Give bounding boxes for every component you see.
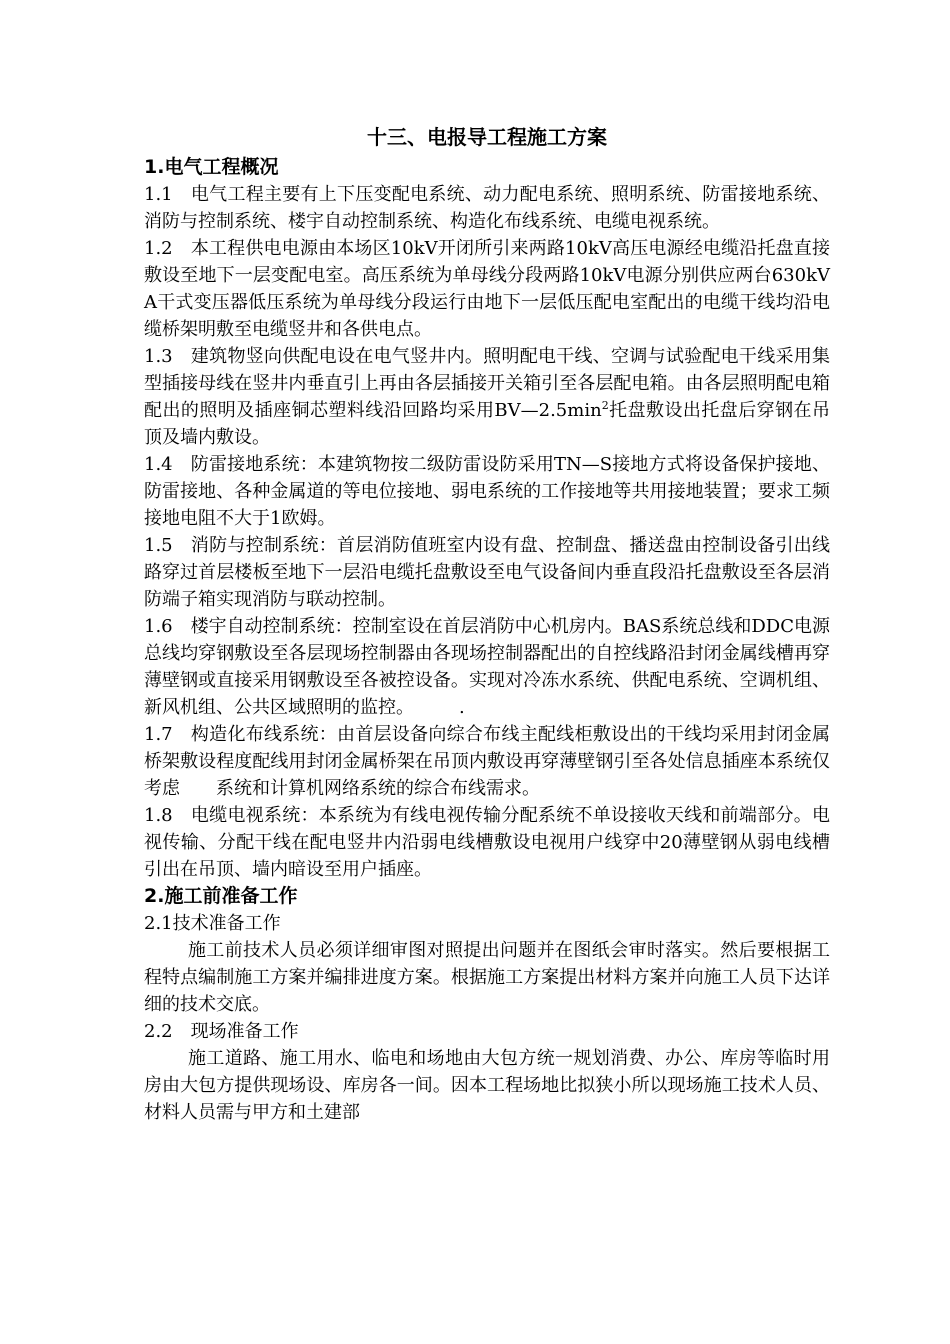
item-text-cont: 托盘敷设出托盘后穿钢在吊顶及墙内敷设。 [144, 400, 830, 448]
item-text: 构造化布线系统：由首层设备向综合布线主配线柜敷设出的干线均采用封闭金属桥架敷设程度配线用封闭金属桥架在吊顶内敷设再穿薄壁钢引至各处信息插座本系统仅考虑 系统和计算机网络系统的综合布线需求。 [144, 724, 830, 799]
section-heading-2: 2.施工前准备工作 [144, 885, 298, 907]
paragraph-1-3 [144, 343, 830, 451]
paragraph-1-7 [144, 721, 830, 802]
item-number: 1.2 [144, 238, 173, 259]
subsection-label-2-1: 2.1技术准备工作 [144, 913, 281, 934]
item-number: 1.5 [144, 535, 173, 556]
item-number: 1.3 [144, 346, 173, 367]
paragraph-1-5 [144, 532, 830, 613]
item-number: 1.4 [144, 454, 173, 475]
item-number: 1.8 [144, 805, 173, 826]
paragraph-1-1 [144, 181, 830, 235]
paragraph-1-4 [144, 451, 830, 532]
item-text: 本工程供电电源由本场区10kV开闭所引来两路10kV高压电源经电缆沿托盘直接敷设至地下一层变配电室。高压系统为单母线分段两路10kV电源分别供应两台630kVA干式变压器低压系统为单母线分段运行由地下一层低压配电室配出的电缆干线均沿电缆桥架明敷至电缆竖井和各供电点。 [144, 238, 830, 340]
section-heading-1: 1.电气工程概况 [144, 156, 279, 178]
item-text: 消防与控制系统：首层消防值班室内设有盘、控制盘、播送盘由控制设备引出线路穿过首层楼板至地下一层沿电缆托盘敷设至电气设备间内垂直段沿托盘敷设至各层消防端子箱实现消防与联动控制。 [144, 535, 830, 610]
paragraph-2-2: 施工道路、施工用水、临电和场地由大包方统一规划消费、办公、库房等临时用房由大包方提供现场设、库房各一间。因本工程场地比拟狭小所以现场施工技术人员、材料人员需与甲方和土建部 [144, 1048, 830, 1123]
document-title: 十三、电报导工程施工方案 [367, 125, 607, 149]
paragraph-1-2 [144, 235, 830, 343]
superscript: 2 [601, 399, 609, 412]
item-number: 1.6 [144, 616, 173, 637]
paragraph-1-6 [144, 613, 830, 721]
item-number: 1.7 [144, 724, 173, 745]
document-page [144, 122, 830, 1126]
item-text: 电缆电视系统：本系统为有线电视传输分配系统不单设接收天线和前端部分。电视传输、分配干线在配电竖井内沿弱电线槽敷设电视用户线穿中20薄壁钢从弱电线槽引出在吊顶、墙内暗设至用户插座。 [144, 805, 830, 880]
item-number: 1.1 [144, 184, 173, 205]
paragraph-1-8 [144, 802, 830, 883]
paragraph-2-1: 施工前技术人员必须详细审图对照提出问题并在图纸会审时落实。然后要根据工程特点编制施工方案并编排进度方案。根据施工方案提出材料方案并向施工人员下达详细的技术交底。 [144, 940, 830, 1015]
item-text: 电气工程主要有上下压变配电系统、动力配电系统、照明系统、防雷接地系统、消防与控制系统、楼宇自动控制系统、构造化布线系统、电缆电视系统。 [144, 184, 830, 232]
item-text: 建筑物竖向供配电设在电气竖井内。照明配电干线、空调与试验配电干线采用集型插接母线在竖井内垂直引上再由各层插接开关箱引至各层配电箱。由各层照明配电箱配出的照明及插座铜芯塑料线沿回路均采用BV—2.5min [144, 346, 830, 421]
subsection-label-2-2: 2.2 现场准备工作 [144, 1021, 299, 1042]
item-text: 防雷接地系统：本建筑物按二级防雷设防采用TN—S接地方式将设备保护接地、防雷接地、各种金属道的等电位接地、弱电系统的工作接地等共用接地装置；要求工频接地电阻不大于1欧姆。 [144, 454, 830, 529]
item-text: 楼宇自动控制系统：控制室设在首层消防中心机房内。BAS系统总线和DDC电源总线均穿钢敷设至各层现场控制器由各现场控制器配出的自控线路沿封闭金属线槽再穿薄壁钢或直接采用钢敷设至各被控设备。实现对冷冻水系统、供配电系统、空调机组、新风机组、公共区域照明的监控。 . [144, 616, 830, 718]
